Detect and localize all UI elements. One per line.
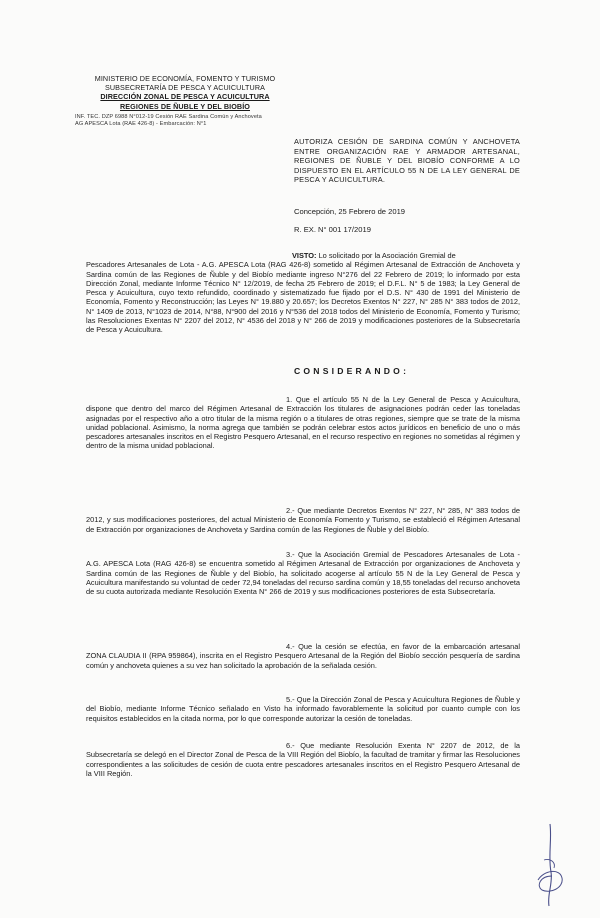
resolution-number: R. EX. N° 001 17/2019 xyxy=(294,225,371,234)
regions-line: REGIONES DE ÑUBLE Y DEL BIOBÍO xyxy=(119,101,250,111)
considerando-paragraph-2: 2.- Que mediante Decretos Exentos N° 227, N° 285, N° 383 todos de 2012, y sus modificaciones posteriores, del actual Ministerio de Economía Fomento y Turismo, se estableció el Régimen Artesanal de Extracción por organizaciones de Anchoveta y Sardina común de las Regiones de Ñuble y del Biobío. xyxy=(86,506,520,534)
signature-mark xyxy=(530,820,570,910)
considerando-paragraph-5: 5.- Que la Dirección Zonal de Pesca y Acuicultura Regiones de Ñuble y del Biobío, mediante Informe Técnico señalado en Visto ha informado favorablemente la solicitud por cuanto cumple con los requisitos establecidos en la citada norma, por lo que corresponde autorizar la cesión de toneladas. xyxy=(86,695,520,723)
reference-block xyxy=(75,114,290,128)
place-date: Concepción, 25 Febrero de 2019 xyxy=(294,207,406,216)
visto-lead-text: Lo solicitado por la Asociación Gremial de xyxy=(316,251,456,260)
considerando-heading: CONSIDERANDO: xyxy=(294,366,410,376)
considerando-paragraph-6: 6.- Que mediante Resolución Exenta N° 2207 de 2012, de la Subsecretaría se delegó en el Director Zonal de Pesca de la VIII Región del Biobío, la facultad de tramitar y firmar las Resoluciones correspondientes a las solicitudes de cesión de cuota entre pescadores artesanales inscritos en el Registro Pesquero Artesanal de la VIII Región. xyxy=(86,741,520,778)
resolution-subject: AUTORIZA CESIÓN DE SARDINA COMÚN Y ANCHOVETA ENTRE ORGANIZACIÓN RAE Y ARMADOR ARTESANAL, REGIONES DE ÑUBLE Y DEL BIOBÍO CONFORME A LO DISPUESTO EN EL ARTÍCULO 55 N DE LA LEY GENERAL DE PESCA Y ACUICULTURA. xyxy=(294,137,520,185)
reference-line-2: AG APESCA Lota (RAE 426-8) - Embarcación: N°1 xyxy=(75,121,207,128)
ministry-line: MINISTERIO DE ECONOMÍA, FOMENTO Y TURISMO xyxy=(94,74,276,83)
visto-label: VISTO: xyxy=(292,251,317,260)
visto-text: Pescadores Artesanales de Lota - A.G. APESCA Lota (RAG 426-8) sometido al Régimen Artesanal de Extracción de Anchoveta y Sardina común de las Regiones de Ñuble y del Biobío mediante ingreso N°276 del 22 Febrero de 2019; lo informado por esta Dirección Zonal, mediante Informe Técnico N° 12/2019, de fecha 25 Febrero de 2019; el D.F.L. N° 5 de 1983; la Ley General de Pesca y Acuicultura, cuyo texto refundido, coordinado y sistematizado fue fijado por el D.S. N° 430 de 1991 del Ministerio de Economía, Fomento y Reconstrucción; las Leyes N° 19.880 y 20.657; los Decretos Exentos N° 227, N° 285 N° 383 todos de 2012, N° 1409 de 2013, N°1023 de 2014, N°88, N°900 del 2016 y N°536 del 2018 todos del Ministerio de Economía, Fomento y Turismo; las Resoluciones Exentas N° 2207 del 2012, N° 4536 del 2018 y N° 266 de 2019 y modificaciones posteriores de la Subsecretaría de Pesca y Acuicultura. xyxy=(86,260,520,335)
considerando-paragraph-3: 3.- Que la Asociación Gremial de Pescadores Artesanales de Lota - A.G. APESCA Lota (RAG 426-8) se encuentra sometido al Régimen Artesanal de Extracción por organizaciones de Anchoveta y Sardina común de las Regiones de Ñuble y del Biobío, ha solicitado acogerse al artículo 55 N de la Ley General de Pesca y Acuicultura manifestando su voluntad de ceder 72,94 toneladas del recurso sardina común y 18,55 toneladas del recurso anchoveta de su cuota autorizada mediante Resolución Exenta N° 266 de 2019 y sus modificaciones posteriores de esta Subsecretaría. xyxy=(86,550,520,597)
letterhead xyxy=(75,74,290,128)
reference-line-1: INF. TEC. DZP 6988 N°012-19 Cesión RAE Sardina Común y Anchoveta xyxy=(75,113,262,120)
subsecretary-line: SUBSECRETARÍA DE PESCA Y ACUICULTURA xyxy=(104,83,266,93)
visto-lead xyxy=(86,251,520,260)
zonal-direction-line: DIRECCIÓN ZONAL DE PESCA Y ACUICULTURA xyxy=(100,92,270,102)
visto-section xyxy=(86,251,520,335)
considerando-paragraph-4: 4.- Que la cesión se efectúa, en favor de la embarcación artesanal ZONA CLAUDIA II (RPA 959864), inscrita en el Registro Pesquero Artesanal de la Región del Biobío sección pesquería de sardina común y anchoveta quienes a su vez han solicitado la aprobación de la señalada cesión. xyxy=(86,642,520,670)
considerando-paragraph-1: 1. Que el artículo 55 N de la Ley General de Pesca y Acuicultura, dispone que dentro del marco del Régimen Artesanal de Extracción los titulares de asignaciones podrán ceder las toneladas asignadas por el respectivo año a otro titular de la misma región o a titulares de otras regiones, siempre que se trate de la misma unidad poblacional. Asimismo, la norma agrega que también se podrán celebrar estos actos jurídicos en beneficio de uno o más pescadores artesanales inscritos en el Registro Pesquero Artesanal, en el recurso respectivo en regiones no sometidas al régimen y dentro de la misma unidad poblacional. xyxy=(86,395,520,451)
